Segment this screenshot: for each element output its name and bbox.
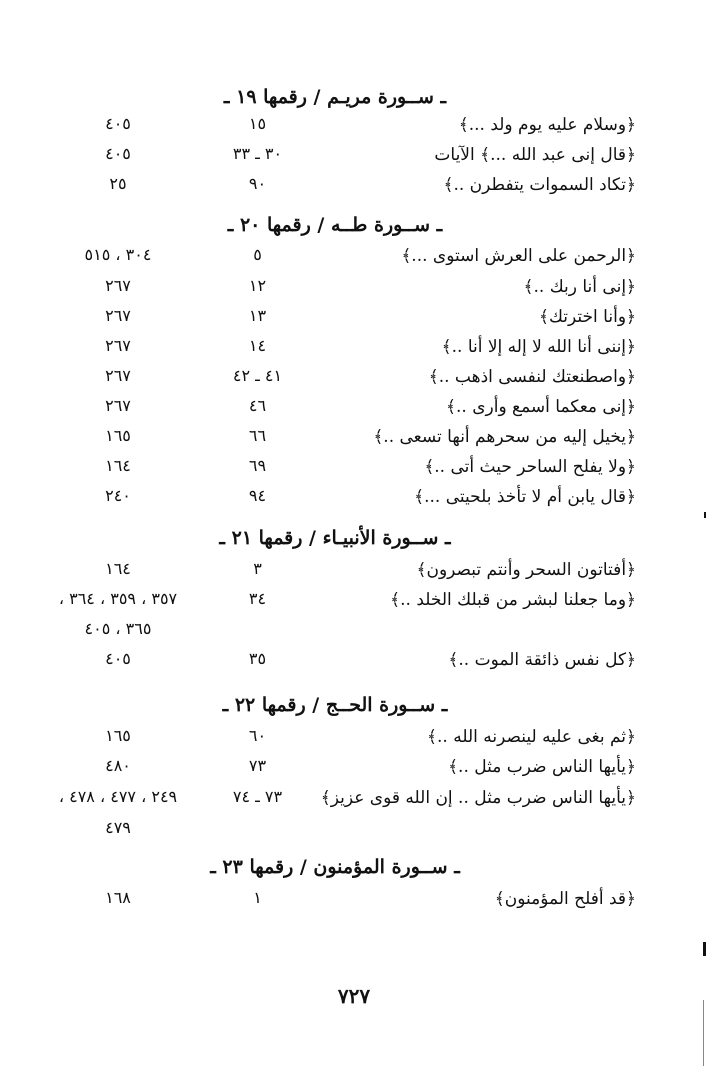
verse-text: ﴿يأيها الناس ضرب مثل .. إن الله قوى عزيز﴾	[320, 788, 636, 808]
verse-text: ﴿ولا يفلح الساحر حيث أتى ..﴾	[424, 457, 636, 477]
scan-edge-line	[703, 1000, 704, 1066]
verse-text: ﴿يأيها الناس ضرب مثل ..﴾	[448, 757, 636, 777]
page-reference: ٤٠٥	[105, 649, 131, 668]
page-reference-continued: ٤٧٩	[105, 818, 131, 837]
verse-text: ﴿إنى معكما أسمع وأرى ..﴾	[446, 397, 636, 417]
index-row	[0, 144, 708, 174]
verse-text: ﴿وسلام عليه يوم ولد ...﴾	[458, 115, 636, 135]
page-reference: ٤٠٥	[105, 114, 131, 133]
verse-text: ﴿واصطنعتك لنفسى اذهب ..﴾	[428, 367, 636, 387]
ayah-number: ٩٤	[248, 486, 267, 505]
page-reference: ١٦٤	[105, 456, 131, 475]
index-row	[0, 888, 708, 918]
page-reference: ٣٠٤ ، ٥١٥	[84, 245, 152, 264]
page-reference: ٢٤٩ ، ٤٧٧ ، ٤٧٨ ،	[58, 787, 178, 806]
verse-text: ﴿أفتاتون السحر وأنتم تبصرون﴾	[416, 560, 636, 580]
ayah-number: ١٥	[248, 114, 267, 133]
page-reference: ٣٥٧ ، ٣٥٩ ، ٣٦٤ ،	[58, 589, 178, 608]
page-reference: ١٦٥	[105, 726, 131, 745]
scan-mark	[703, 942, 706, 956]
page-reference: ١٦٨	[105, 888, 131, 907]
ayah-number: ١	[253, 888, 262, 907]
section-heading: ـ ســورة الأنبيـاء / رقمها ٢١ ـ	[219, 527, 451, 549]
page-number: ٧٢٧	[337, 984, 371, 1008]
ayah-number: ٣	[253, 559, 262, 578]
index-row	[0, 649, 708, 679]
verse-text: ﴿قد أفلح المؤمنون﴾	[494, 889, 636, 909]
ayah-number: ٥	[253, 245, 262, 264]
index-row	[0, 456, 708, 486]
page-reference: ٢٦٧	[105, 276, 131, 295]
ayah-number: ١٣	[248, 306, 267, 325]
ayah-number: ٤٦	[248, 396, 267, 415]
verse-text: ﴿يخيل إليه من سحرهم أنها تسعى ..﴾	[373, 427, 636, 447]
verse-text: ﴿وأنا اخترتك﴾	[539, 307, 636, 327]
ayah-number: ١٢	[248, 276, 267, 295]
index-row	[0, 396, 708, 426]
verse-text: ﴿كل نفس ذائقة الموت ..﴾	[448, 650, 636, 670]
section-heading: ـ ســورة الحــج / رقمها ٢٢ ـ	[222, 694, 448, 716]
index-row	[0, 245, 708, 275]
index-row	[0, 559, 708, 589]
page-reference: ٢٤٠	[105, 486, 131, 505]
page-reference: ٤٨٠	[105, 756, 131, 775]
ayah-number: ٦٠	[248, 726, 267, 745]
ayah-number: ٦٦	[248, 426, 267, 445]
page-reference: ٢٦٧	[105, 306, 131, 325]
index-row	[0, 306, 708, 336]
section-heading: ـ ســورة طــه / رقمها ٢٠ ـ	[227, 214, 443, 236]
page-reference-continued: ٣٦٥ ، ٤٠٥	[84, 619, 152, 638]
index-row	[0, 787, 708, 817]
ayah-number: ٧٣	[248, 756, 267, 775]
verse-text: ﴿وما جعلنا لبشر من قبلك الخلد ..﴾	[390, 590, 636, 610]
page-reference: ٢٦٧	[105, 336, 131, 355]
page-reference: ١٦٤	[105, 559, 131, 578]
verse-text: ﴿إنى أنا ربك ..﴾	[523, 277, 636, 297]
ayah-number: ٩٠	[248, 174, 267, 193]
index-row	[0, 174, 708, 204]
index-row	[0, 756, 708, 786]
index-row	[0, 366, 708, 396]
verse-text: ﴿تكاد السموات يتفطرن ..﴾	[443, 175, 636, 195]
verse-text: ﴿إننى أنا الله لا إله إلا أنا ..﴾	[441, 337, 636, 357]
verse-text: ﴿ثم بغى عليه لينصرنه الله ..﴾	[427, 727, 636, 747]
index-row	[0, 426, 708, 456]
page-reference: ٤٠٥	[105, 144, 131, 163]
index-row	[0, 486, 708, 516]
index-row-continuation	[0, 619, 708, 649]
ayah-number: ٣٥	[248, 649, 267, 668]
index-row	[0, 336, 708, 366]
ayah-number: ١٤	[248, 336, 267, 355]
ayah-number: ٧٣ ـ ٧٤	[232, 787, 283, 806]
verse-text: ﴿قال إنى عبد الله ...﴾ الآيات	[434, 145, 636, 165]
verse-text: ﴿قال يابن أم لا تأخذ بلحيتى ...﴾	[414, 487, 636, 507]
ayah-number: ٣٤	[248, 589, 267, 608]
index-row	[0, 114, 708, 144]
page-reference: ١٦٥	[105, 426, 131, 445]
index-row	[0, 589, 708, 619]
page-reference: ٢٦٧	[105, 396, 131, 415]
ayah-number: ٣٠ ـ ٣٣	[232, 144, 283, 163]
section-heading: ـ ســورة مريـم / رقمها ١٩ ـ	[223, 86, 447, 108]
index-row	[0, 726, 708, 756]
page-reference: ٢٦٧	[105, 366, 131, 385]
ayah-number: ٦٩	[248, 456, 267, 475]
index-row	[0, 276, 708, 306]
index-row-continuation	[0, 818, 708, 848]
section-heading: ـ ســورة المؤمنون / رقمها ٢٣ ـ	[210, 856, 460, 878]
ayah-number: ٤١ ـ ٤٢	[232, 366, 283, 385]
page-reference: ٢٥	[109, 174, 127, 193]
verse-text: ﴿الرحمن على العرش استوى ...﴾	[401, 246, 636, 266]
scan-mark	[704, 512, 706, 518]
